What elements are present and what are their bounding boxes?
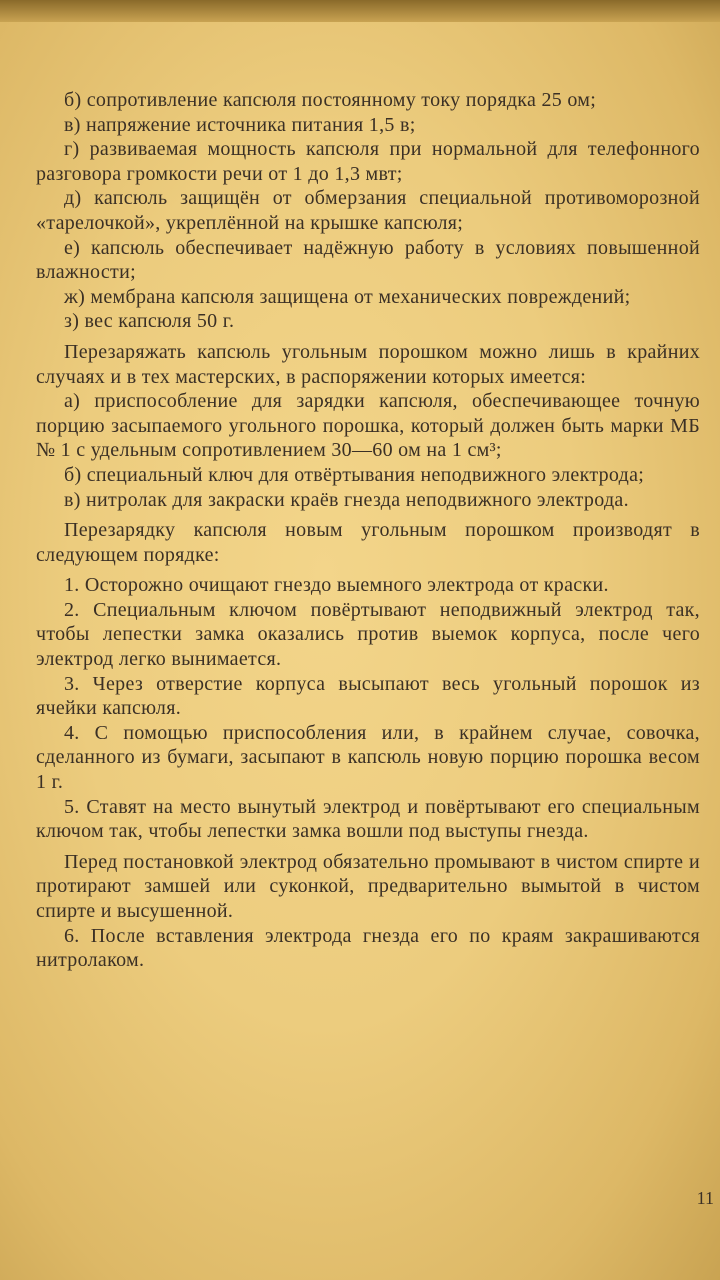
paragraph-zh: ж) мембрана капсюля защищена от механических повреждений; (64, 285, 631, 308)
paragraph-recharge-intro: Перезаряжать капсюль угольным порошком можно лишь в крайних случаях и в тех мастерских, в распоряжении которых имеется: (36, 340, 700, 388)
paragraph-list-b: б) специальный ключ для отвёртывания неподвижного электрода; (64, 463, 645, 486)
paragraph-step-3: 3. Через отверстие корпуса высыпают весь угольный порошок из ячейки капсюля. (36, 672, 700, 720)
paragraph-procedure-intro: Перезарядку капсюля новым угольным порошком производят в следующем порядке: (36, 519, 700, 566)
paragraph-g: г) развиваемая мощность капсюля при нормальной для телефонного разговора громкости речи от 1 до 1,3 мвт; (36, 138, 700, 185)
paragraph-step-6: 6. После вставления электрода гнезда его по краям закрашиваются нитролаком. (36, 924, 700, 972)
paragraph-e: е) капсюль обеспечивает надёжную работу в условиях повышенной влажности; (36, 236, 700, 284)
paragraph-list-a: а) приспособление для зарядки капсюля, обеспечивающее точную порцию засыпаемого угольного порошка, который должен быть марки МБ № 1 с удельным сопротивлением 30—60 ом на 1 см³; (36, 390, 700, 462)
paragraph-list-v: в) нитролак для закраски краёв гнезда неподвижного электрода. (64, 488, 629, 511)
paragraph-electrode-note: Перед постановкой электрод обязательно промывают в чистом спирте и протирают замшей или суконкой, предварительно вымытой в чистом спирте и высушенной. (36, 850, 700, 922)
paragraph-z: з) вес капсюля 50 г. (64, 310, 235, 333)
paragraph-b: б) сопротивление капсюля постоянному току порядка 25 ом; (64, 89, 597, 111)
page-text (36, 88, 700, 973)
paragraph-d: д) капсюль защищён от обмерзания специальной противоморозной «тарелочкой», укреплённой на крышке капсюля; (36, 187, 700, 234)
paragraph-step-5: 5. Ставят на место вынутый электрод и повёртывают его специальным ключом так, чтобы лепестки замка вошли под выступы гнезда. (36, 795, 700, 843)
page-number: 11 (696, 1188, 714, 1208)
paragraph-step-4: 4. С помощью приспособления или, в крайнем случае, совочка, сделанного из бумаги, засыпают в капсюль новую порцию порошка весом 1 г. (36, 721, 700, 794)
paragraph-v: в) напряжение источника питания 1,5 в; (64, 113, 416, 136)
paragraph-step-2: 2. Специальным ключом повёртывают неподвижный электрод так, чтобы лепестки замка оказались против выемок корпуса, после чего электрод легко вынимается. (36, 598, 700, 671)
paragraph-step-1: 1. Осторожно очищают гнездо выемного электрода от краски. (64, 574, 609, 597)
page-top-edge (0, 0, 720, 22)
